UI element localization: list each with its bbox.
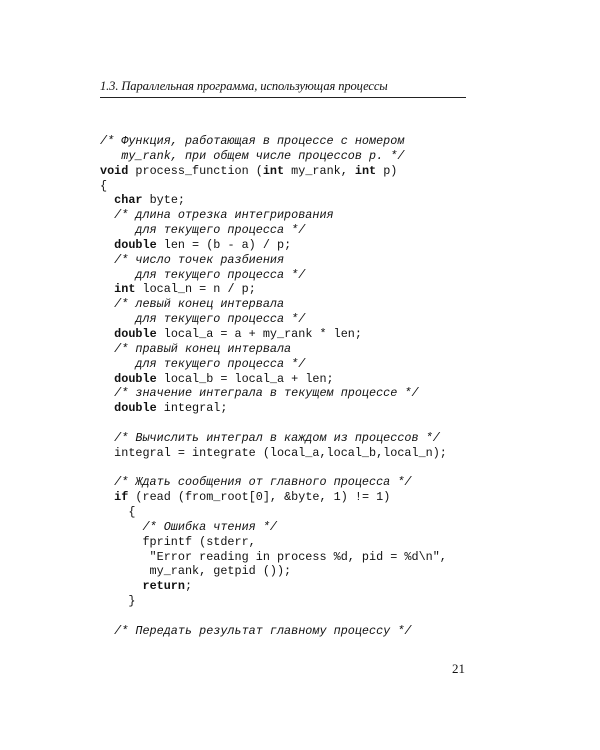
code-keyword: int: [114, 282, 136, 297]
code-keyword: void: [100, 163, 129, 178]
code-text: [100, 193, 114, 207]
code-line: [100, 208, 570, 223]
code-text: [100, 579, 142, 593]
code-keyword: double: [114, 237, 157, 252]
code-text: byte;: [142, 193, 185, 208]
code-text: local_b = local_a + len;: [156, 371, 334, 386]
code-text: [100, 327, 114, 341]
code-text: my_rank, getpid ());: [100, 564, 292, 579]
code-line: [100, 564, 570, 579]
code-listing: [100, 134, 570, 639]
code-text: len = (b - a) / p;: [156, 237, 292, 252]
code-text: local_n = n / p;: [135, 282, 256, 297]
code-comment: для текущего процесса */: [100, 223, 306, 238]
code-keyword: if: [114, 490, 129, 505]
code-line: [100, 149, 570, 164]
code-line: [100, 238, 570, 253]
code-keyword: double: [114, 371, 157, 386]
code-text: ;: [184, 579, 193, 594]
code-text: (read (from_root[0], &byte, 1) != 1): [128, 490, 391, 505]
code-line: [100, 535, 570, 550]
code-line: [100, 134, 570, 149]
code-line: [100, 579, 570, 594]
code-keyword: double: [114, 326, 157, 341]
code-line: [100, 193, 570, 208]
code-line: [100, 268, 570, 283]
code-line: [100, 372, 570, 387]
code-text: {: [100, 505, 136, 520]
code-line: [100, 520, 570, 535]
code-comment: /* правый конец интервала: [100, 341, 292, 356]
code-keyword: return: [142, 579, 185, 594]
code-line: [100, 179, 570, 194]
code-comment: /* число точек разбиения: [100, 252, 285, 267]
code-line: [100, 282, 570, 297]
running-header: 1.3. Параллельная программа, использующая процессы: [100, 79, 388, 93]
code-line: [100, 505, 570, 520]
code-comment: /* Функция, работающая в процессе с номером: [100, 134, 405, 148]
code-line: [100, 297, 570, 312]
code-text: {: [100, 178, 108, 193]
code-comment: /* Вычислить интеграл в каждом из процессов */: [100, 430, 440, 445]
code-line: [100, 624, 570, 639]
code-text: local_a = a + my_rank * len;: [156, 326, 362, 341]
code-line: [100, 401, 570, 416]
code-line: [100, 357, 570, 372]
code-line: [100, 490, 570, 505]
code-comment: для текущего процесса */: [100, 267, 306, 282]
code-line: [100, 253, 570, 268]
code-line: [100, 327, 570, 342]
code-line: [100, 550, 570, 565]
code-keyword: int: [262, 163, 285, 178]
code-text: }: [100, 594, 136, 609]
code-line: [100, 446, 570, 461]
code-comment: /* Ошибка чтения */: [100, 519, 277, 534]
code-line: [100, 342, 570, 357]
code-text: [100, 490, 114, 504]
page-number: 21: [452, 661, 465, 676]
code-keyword: double: [114, 401, 157, 416]
code-line: [100, 475, 570, 490]
header-rule: [100, 97, 466, 98]
code-text: [100, 401, 114, 415]
code-comment: для текущего процесса */: [100, 356, 306, 371]
code-comment: /* Ждать сообщения от главного процесса */: [100, 475, 412, 490]
code-line: [100, 609, 570, 624]
code-text: [100, 282, 114, 296]
code-text: [100, 238, 114, 252]
code-text: p): [376, 163, 398, 178]
code-line: [100, 461, 570, 476]
code-line: [100, 164, 570, 179]
code-line: [100, 416, 570, 431]
code-text: "Error reading in process %d, pid = %d\n",: [100, 549, 447, 564]
code-text: process_function (: [128, 163, 263, 178]
code-comment: /* левый конец интервала: [100, 297, 285, 312]
code-text: my_rank,: [284, 163, 355, 178]
code-line: [100, 386, 570, 401]
code-comment: для текущего процесса */: [100, 312, 306, 327]
code-comment: my_rank, при общем числе процессов p. */: [100, 148, 405, 163]
code-text: integral = integrate (local_a,local_b,local_n);: [100, 445, 447, 460]
code-comment: /* значение интеграла в текущем процессе */: [100, 386, 419, 401]
code-line: [100, 223, 570, 238]
code-line: [100, 312, 570, 327]
code-line: [100, 594, 570, 609]
code-comment: /* длина отрезка интегрирования: [100, 208, 334, 223]
code-keyword: char: [114, 193, 143, 208]
code-comment: /* Передать результат главному процессу */: [100, 623, 412, 638]
code-line: [100, 431, 570, 446]
code-text: [100, 372, 114, 386]
code-text: integral;: [156, 401, 228, 416]
code-text: fprintf (stderr,: [100, 534, 256, 549]
code-keyword: int: [354, 163, 377, 178]
